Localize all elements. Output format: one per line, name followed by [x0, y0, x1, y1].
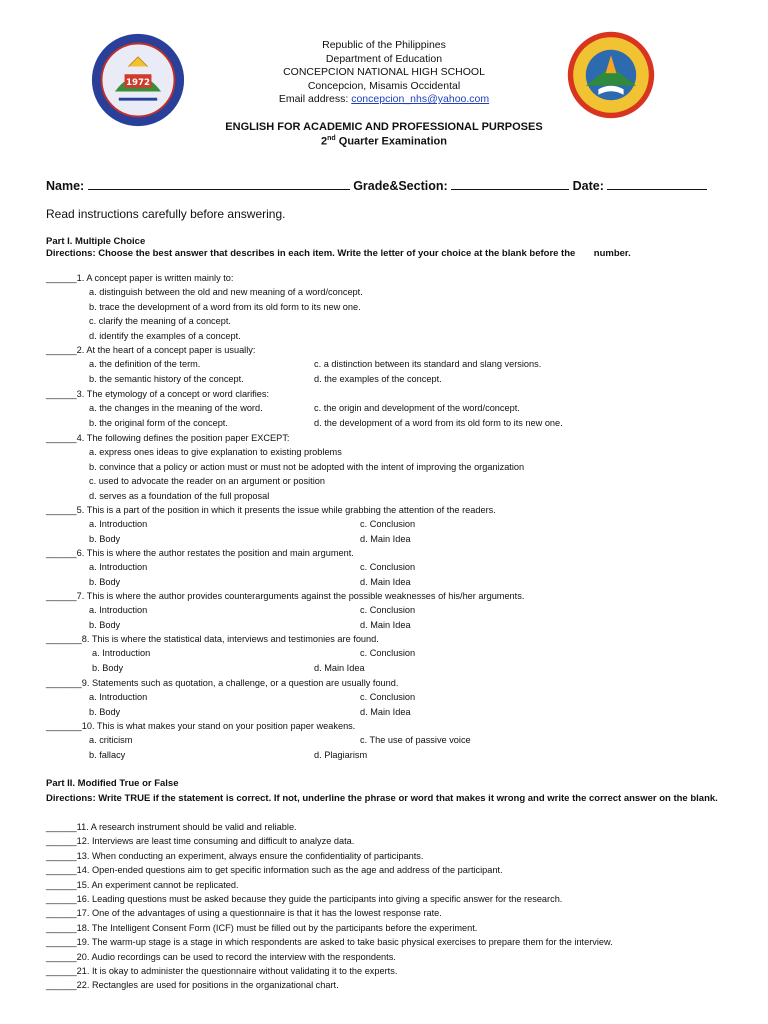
question-9-option-d: d. Main Idea	[360, 706, 411, 717]
question-7: ______7. This is where the author provides counterarguments against the possible weaknesses of his/her arguments.	[46, 591, 525, 601]
question-5: ______5. This is a part of the position in which it presents the issue while grabbing the attention of the readers.	[46, 505, 496, 515]
question-5-option-b: b. Body	[89, 533, 121, 544]
question-4-option-b: b. convince that a policy or action must or must not be adopted with the intent of improving the organization	[89, 461, 525, 472]
name-blank[interactable]	[88, 178, 350, 190]
general-instructions: Read instructions carefully before answering.	[46, 207, 286, 221]
part1-heading: Part I. Multiple Choice	[46, 236, 146, 247]
header-school: CONCEPCION NATIONAL HIGH SCHOOL	[283, 66, 485, 78]
question-6-option-c: c. Conclusion	[360, 562, 416, 573]
question-2-option-d: d. the examples of the concept.	[314, 373, 442, 384]
student-info-line	[46, 178, 746, 193]
question-8-option-b: b. Body	[92, 662, 124, 673]
question-7-option-d: d. Main Idea	[360, 619, 411, 630]
question-3-option-d: d. the development of a word from its old form to its new one.	[314, 417, 563, 428]
question-5-option-a: a. Introduction	[89, 519, 148, 530]
question-1-option-d: d. identify the examples of a concept.	[89, 330, 241, 341]
question-8-option-c: c. Conclusion	[360, 648, 416, 659]
question-6-option-a: a. Introduction	[89, 562, 148, 573]
question-9-option-c: c. Conclusion	[360, 692, 416, 703]
question-8: _______8. This is where the statistical data, interviews and testimonies are found.	[46, 634, 379, 644]
question-9-option-a: a. Introduction	[89, 692, 148, 703]
question-10-option-a: a. criticism	[89, 735, 133, 746]
question-2-option-c: c. a distinction between its standard and slang versions.	[314, 359, 542, 370]
header-department: Department of Education	[325, 53, 443, 65]
question-3-option-b: b. the original form of the concept.	[89, 417, 228, 428]
question-19: ______19. The warm-up stage is a stage in which respondents are asked to take basic physical exercises to prepare them for the interview.	[46, 937, 613, 948]
quarter-text: Quarter Examination	[335, 135, 447, 148]
question-17: ______17. One of the advantages of using a questionnaire is that it has the lowest response rate.	[46, 908, 442, 919]
date-blank[interactable]	[607, 178, 707, 190]
question-16: ______16. Leading questions must be asked because they guide the participants into giving a specific answer for the research.	[46, 894, 563, 904]
question-11: ______11. A research instrument should be valid and reliable.	[46, 822, 297, 832]
question-1-option-a: a. distinguish between the old and new meaning of a word/concept.	[89, 287, 363, 298]
question-6-option-b: b. Body	[89, 576, 121, 587]
question-9: _______9. Statements such as quotation, a challenge, or a question are usually found.	[46, 678, 399, 688]
quarter-number: 2	[321, 135, 328, 148]
question-13: ______13. When conducting an experiment, always ensure the confidentiality of participants.	[46, 850, 424, 861]
question-1: ______1. A concept paper is written mainly to:	[46, 273, 234, 283]
exam-quarter	[0, 135, 768, 148]
question-20: ______20. Audio recordings can be used to record the interview with the respondents.	[46, 951, 396, 962]
question-4-option-d: d. serves as a foundation of the full proposal	[89, 490, 270, 501]
header-location: Concepcion, Misamis Occidental	[307, 80, 461, 92]
question-4: ______4. The following defines the position paper EXCEPT:	[46, 433, 290, 443]
question-10: _______10. This is what makes your stand on your position paper weakens.	[46, 721, 356, 731]
question-2-option-b: b. the semantic history of the concept.	[89, 373, 244, 384]
question-6: ______6. This is where the author restates the position and main argument.	[46, 548, 354, 558]
question-2-option-a: a. the definition of the term.	[89, 359, 201, 370]
part2-directions: Directions: Write TRUE if the statement is correct. If not, underline the phrase or word that makes it wrong and write the correct answer on the blank.	[46, 793, 718, 804]
question-12: ______12. Interviews are least time consuming and difficult to analyze data.	[46, 836, 355, 847]
question-18: ______18. The Intelligent Consent Form (ICF) must be filled out by the participants before the experiment.	[46, 922, 478, 933]
question-15: ______15. An experiment cannot be replicated.	[46, 879, 239, 890]
question-9-option-b: b. Body	[89, 706, 121, 717]
email-label: Email address:	[278, 93, 352, 105]
grade-section-blank[interactable]	[451, 178, 569, 190]
name-label: Name:	[46, 179, 85, 193]
question-21: ______21. It is okay to administer the questionnaire without validating it to the experts.	[46, 966, 398, 976]
question-7-option-c: c. Conclusion	[360, 605, 416, 616]
question-8-option-d: d. Main Idea	[314, 662, 365, 673]
question-3-option-a: a. the changes in the meaning of the word.	[89, 403, 263, 414]
quarter-suffix: nd	[327, 135, 336, 142]
grade-section-label: Grade&Section:	[353, 179, 448, 193]
svg-text:1972: 1972	[125, 77, 151, 88]
date-label: Date:	[572, 179, 604, 193]
question-10-option-c: c. The use of passive voice	[360, 735, 471, 746]
question-14: ______14. Open-ended questions aim to get specific information such as the age and address of the participant.	[46, 865, 503, 876]
question-10-option-d: d. Plagiarism	[314, 749, 368, 760]
question-10-option-b: b. fallacy	[89, 749, 126, 760]
part2-heading: Part II. Modified True or False	[46, 778, 179, 789]
question-3: ______3. The etymology of a concept or word clarifies:	[46, 389, 270, 399]
question-4-option-a: a. express ones ideas to give explanation to existing problems	[89, 447, 342, 458]
question-7-option-a: a. Introduction	[89, 605, 148, 616]
question-2: ______2. At the heart of a concept paper is usually:	[46, 345, 256, 355]
header-email-line	[0, 93, 768, 107]
question-1-option-b: b. trace the development of a word from its old form to its new one.	[89, 301, 361, 312]
question-5-option-d: d. Main Idea	[360, 533, 411, 544]
question-4-option-c: c. used to advocate the reader on an argument or position	[89, 476, 325, 487]
question-22: ______22. Rectangles are used for positions in the organizational chart.	[46, 980, 339, 991]
question-8-option-a: a. Introduction	[92, 648, 151, 659]
exam-subject: ENGLISH FOR ACADEMIC AND PROFESSIONAL PURPOSES	[225, 121, 543, 133]
question-5-option-c: c. Conclusion	[360, 519, 416, 530]
question-3-option-c: c. the origin and development of the word/concept.	[314, 403, 520, 414]
question-6-option-d: d. Main Idea	[360, 576, 411, 587]
part1-directions: Directions: Choose the best answer that describes in each item. Write the letter of your choice at the blank before the number.	[46, 248, 631, 259]
header-republic: Republic of the Philippines	[322, 39, 446, 51]
question-1-option-c: c. clarify the meaning of a concept.	[89, 316, 231, 327]
email-link[interactable]: concepcion_nhs@yahoo.com	[351, 93, 490, 105]
question-7-option-b: b. Body	[89, 619, 121, 630]
